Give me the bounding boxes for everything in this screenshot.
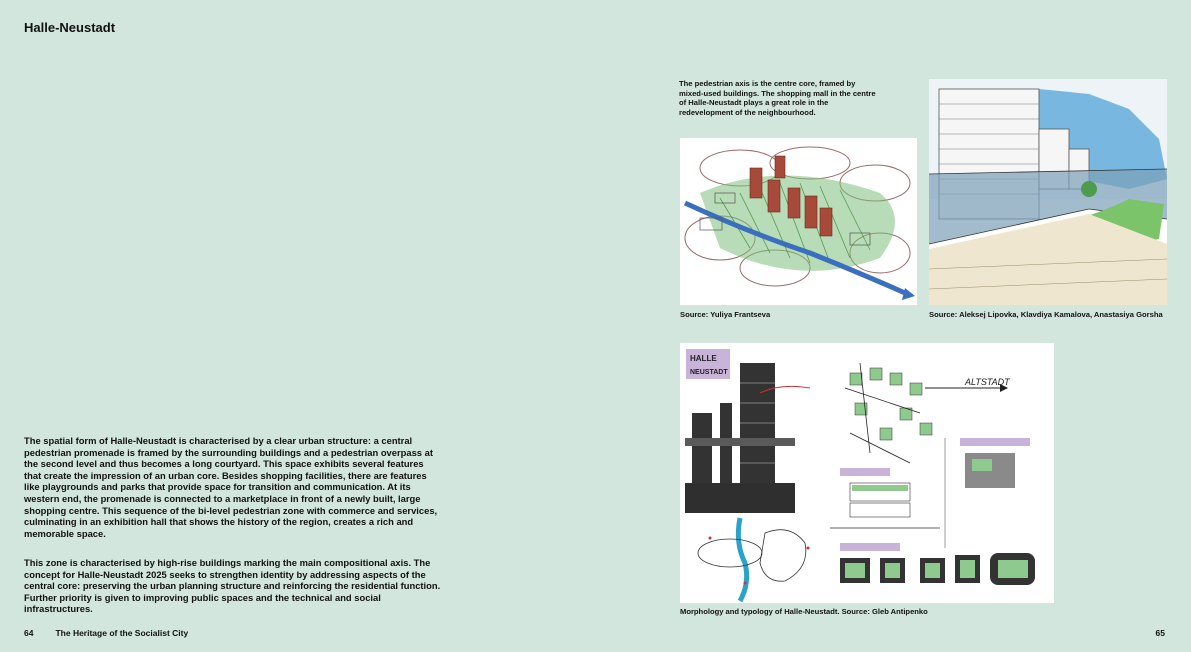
figure-intro-text: The pedestrian axis is the centre core, framed by mixed-used buildings. The shopping mall in the centre of Halle-Neustadt plays a great role in the redevelopment of the neighbourhood.: [679, 79, 876, 117]
sketch-label-halle: HALLE: [690, 354, 717, 363]
page-title: Halle-Neustadt: [24, 20, 116, 35]
perspective-sketch-image: [929, 79, 1167, 305]
figure-caption-1: Source: Yuliya Frantseva: [680, 310, 771, 319]
figure-caption-3: Morphology and typology of Halle-Neustadt. Source: Gleb Antipenko: [680, 607, 928, 616]
page-number-left: 64: [24, 628, 34, 638]
sketch-label-altstadt: ALTSTADT: [965, 377, 1010, 387]
page-number-right: 65: [1155, 628, 1165, 638]
book-title: The Heritage of the Socialist City: [55, 628, 189, 638]
body-paragraph-1: The spatial form of Halle-Neustadt is characterised by a clear urban structure: a central pedestrian promenade is framed by the surrounding buildings and a pedestrian overpass at the second level and thus becomes a long courtyard. This space exhibits several features that create the impression of an urban core. Besides shopping facilities, there are features like playgrounds and parks that provide space for transition and communication. At its western end, the promenade is connected to a marketplace in front of a newly built, large shopping centre. This sequence of the bi-level pedestrian zone with commerce and services, culminating in an exhibition hall that shows the history of the region, creates a rich and memorable space.: [24, 435, 438, 539]
body-paragraph-2: This zone is characterised by high-rise buildings marking the main compositional axis. The concept for Halle-Neustadt 2025 seeks to strengthen identity by addressing aspects of the central core: preserving the urban planning structure and reinforcing the residential function. Further priority is given to improving public spaces and the technical and social infrastructures.: [24, 557, 441, 615]
sketch-label-neustadt: NEUSTADT: [690, 369, 728, 376]
axonometric-sketch-image: [680, 138, 917, 305]
footer-left: [24, 628, 210, 638]
figure-caption-2: Source: Aleksej Lipovka, Klavdiya Kamalova, Anastasiya Gorsha: [929, 310, 1163, 319]
morphology-board-image: [680, 343, 1054, 603]
